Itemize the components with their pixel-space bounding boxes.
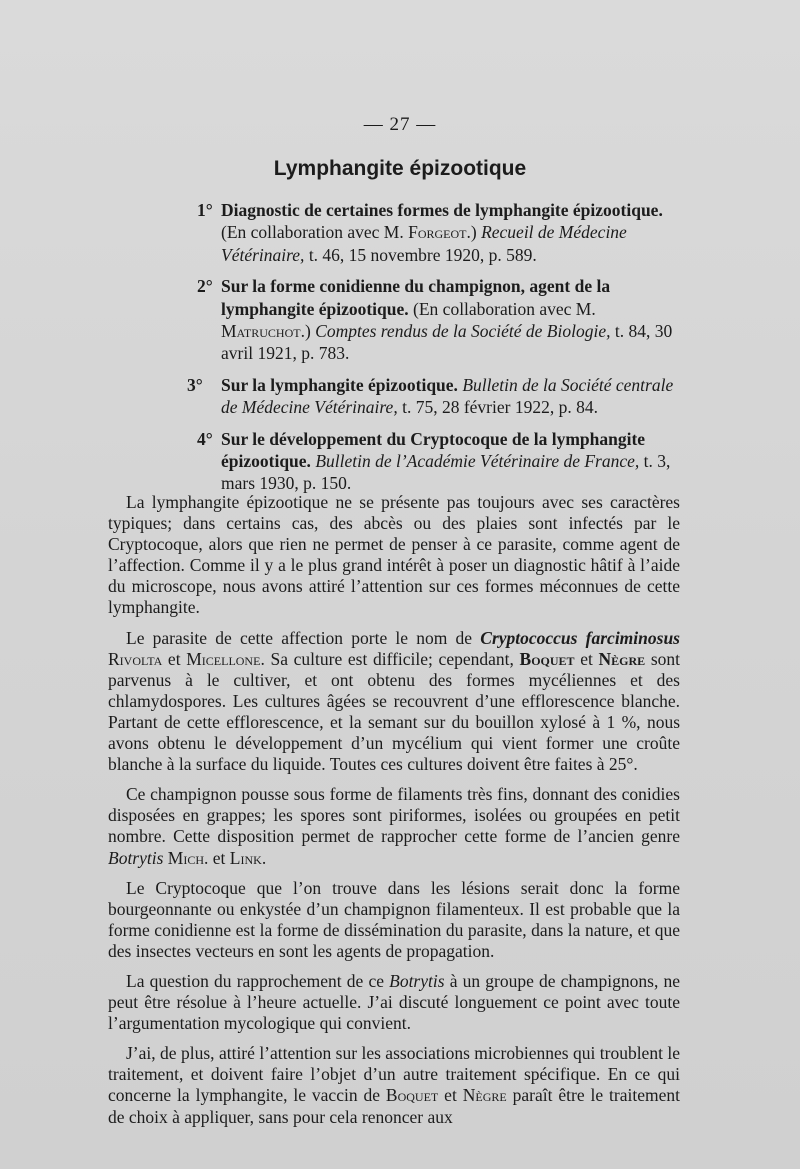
reference-journal: Recueil de Médecine Vétérinaire, xyxy=(221,222,627,265)
reference-number: 3° xyxy=(187,374,203,395)
reference-journal: Bulletin de la Société centrale de Médecine Vétérinaire, xyxy=(221,374,674,418)
reference-text: .) xyxy=(300,321,316,342)
paragraph: Le Cryptocoque que l’on trouve dans les lésions serait donc la forme bourgeonnante ou enkystée d’un champignon filamenteux. Il est probable que la forme conidienne est la forme de dissémination du parasite, dans la nature, et que des insectes vecteurs en sont les agents de propagation. xyxy=(108,877,680,961)
reference-author: Matruchot xyxy=(221,321,301,342)
author-name: Boquet xyxy=(519,648,575,669)
reference-text: (En collaboration avec M. xyxy=(408,298,596,319)
text-run: sont parvenus à le cultiver, et ont obtenu des formes mycéliennes et des chlamydospores. Les cultures âgées se recouvrent d’une efflorescence blanche. Partant de cette efflorescence, et la semant sur du bouillon xylosé à 1 %, nous avons obtenu le développement d’un mycélium qui vient former une croûte blanche à la surface du liquide. Toutes ces cultures doivent être faites à 25°. xyxy=(108,648,680,775)
body-text xyxy=(108,492,680,1137)
text-run: Ce champignon pousse sous forme de filaments très fins, donnant des conidies disposées en grappes; les spores sont piriformes, isolées ou groupées en petit nombre. Cette disposition permet de rapprocher cette forme de l’ancien genre xyxy=(108,784,680,847)
reference-number: 1° xyxy=(197,200,213,220)
text-run: . Sa culture est difficile; cependant, xyxy=(260,648,520,669)
author-name: Micellone xyxy=(186,648,261,669)
reference-text: .) xyxy=(466,222,482,243)
reference-title: Sur le développement du Cryptocoque de la lymphangite épizootique. xyxy=(221,428,646,472)
reference-journal: Comptes rendus de la Société de Biologie, xyxy=(315,321,611,342)
text-run: et xyxy=(574,648,599,669)
author-name: Boquet xyxy=(385,1085,439,1106)
scientific-name: Cryptococcus farciminosus xyxy=(480,627,680,648)
text-run: La question du rapprochement de ce xyxy=(126,970,390,991)
paragraph: La lymphangite épizootique ne se présente pas toujours avec ses caractères typiques; dans certains cas, des abcès ou des plaies sont infectés par le Cryptocoque, alors que rien ne permet de penser à ce parasite, comme agent de l’affection. Comme il y a le plus grand intérêt à poser un diagnostic hâtif à l’aide du microscope, nous avons attiré l’attention sur ces formes méconnues de cette lymphangite. xyxy=(108,492,680,618)
text-run: . et xyxy=(204,847,230,868)
author-name: Rivolta xyxy=(108,648,163,669)
text-run: paraît être le traitement de choix à appliquer, sans pour cela renoncer aux xyxy=(108,1085,680,1127)
author-name: Nègre xyxy=(462,1085,507,1106)
reference-details: t. 75, 28 février 1922, p. 84. xyxy=(397,397,598,418)
page-number: — 27 — xyxy=(363,114,437,135)
reference-item xyxy=(187,374,687,419)
text-run: . xyxy=(261,847,267,868)
paragraph xyxy=(108,971,680,1034)
author-name: Nègre xyxy=(598,648,646,669)
paragraph xyxy=(108,784,680,868)
paragraph xyxy=(108,628,680,776)
author-name: Link xyxy=(229,847,262,868)
text-run: à un groupe de champignons, ne peut être résolue à l’heure actuelle. J’ai discuté longuement ce point avec toute l’argumentation mycologique qui convient. xyxy=(108,970,680,1034)
text-run: et xyxy=(162,648,187,669)
reference-details: t. 3, mars 1930, p. 150. xyxy=(221,451,671,494)
reference-text: (En collaboration avec M. xyxy=(221,222,409,243)
reference-journal: Bulletin de l’Académie Vétérinaire de France, xyxy=(310,451,640,472)
reference-number: 4° xyxy=(197,428,213,449)
reference-item xyxy=(187,428,687,495)
reference-item xyxy=(187,275,687,365)
genus-name: Botrytis xyxy=(389,970,445,991)
section-title: Lymphangite épizootique xyxy=(273,157,527,180)
text-run: J’ai, de plus, attiré l’attention sur les associations microbiennes qui troublent le traitement, et doivent faire l’objet d’un autre traitement spécifique. En ce qui concerne la lymphangite, le vaccin de xyxy=(108,1043,680,1106)
reference-title: Sur la lymphangite épizootique. xyxy=(221,374,458,395)
reference-item xyxy=(187,199,687,266)
reference-author: Forgeot xyxy=(408,222,467,243)
reference-details: t. 46, 15 novembre 1920, p. 589. xyxy=(304,244,537,265)
genus-name: Botrytis xyxy=(108,847,164,868)
reference-details: t. 84, 30 avril 1921, p. 783. xyxy=(221,321,673,364)
reference-number: 2° xyxy=(197,276,213,297)
text-run: Le parasite de cette affection porte le nom de xyxy=(126,627,481,648)
author-name: Mich xyxy=(167,847,205,868)
paragraph xyxy=(108,1043,680,1127)
reference-title: Sur la forme conidienne du champignon, agent de la lymphangite épizootique. xyxy=(221,276,611,319)
reference-title: Diagnostic de certaines formes de lymphangite épizootique. xyxy=(221,200,663,220)
reference-list xyxy=(187,199,687,504)
text-run: et xyxy=(438,1085,463,1106)
